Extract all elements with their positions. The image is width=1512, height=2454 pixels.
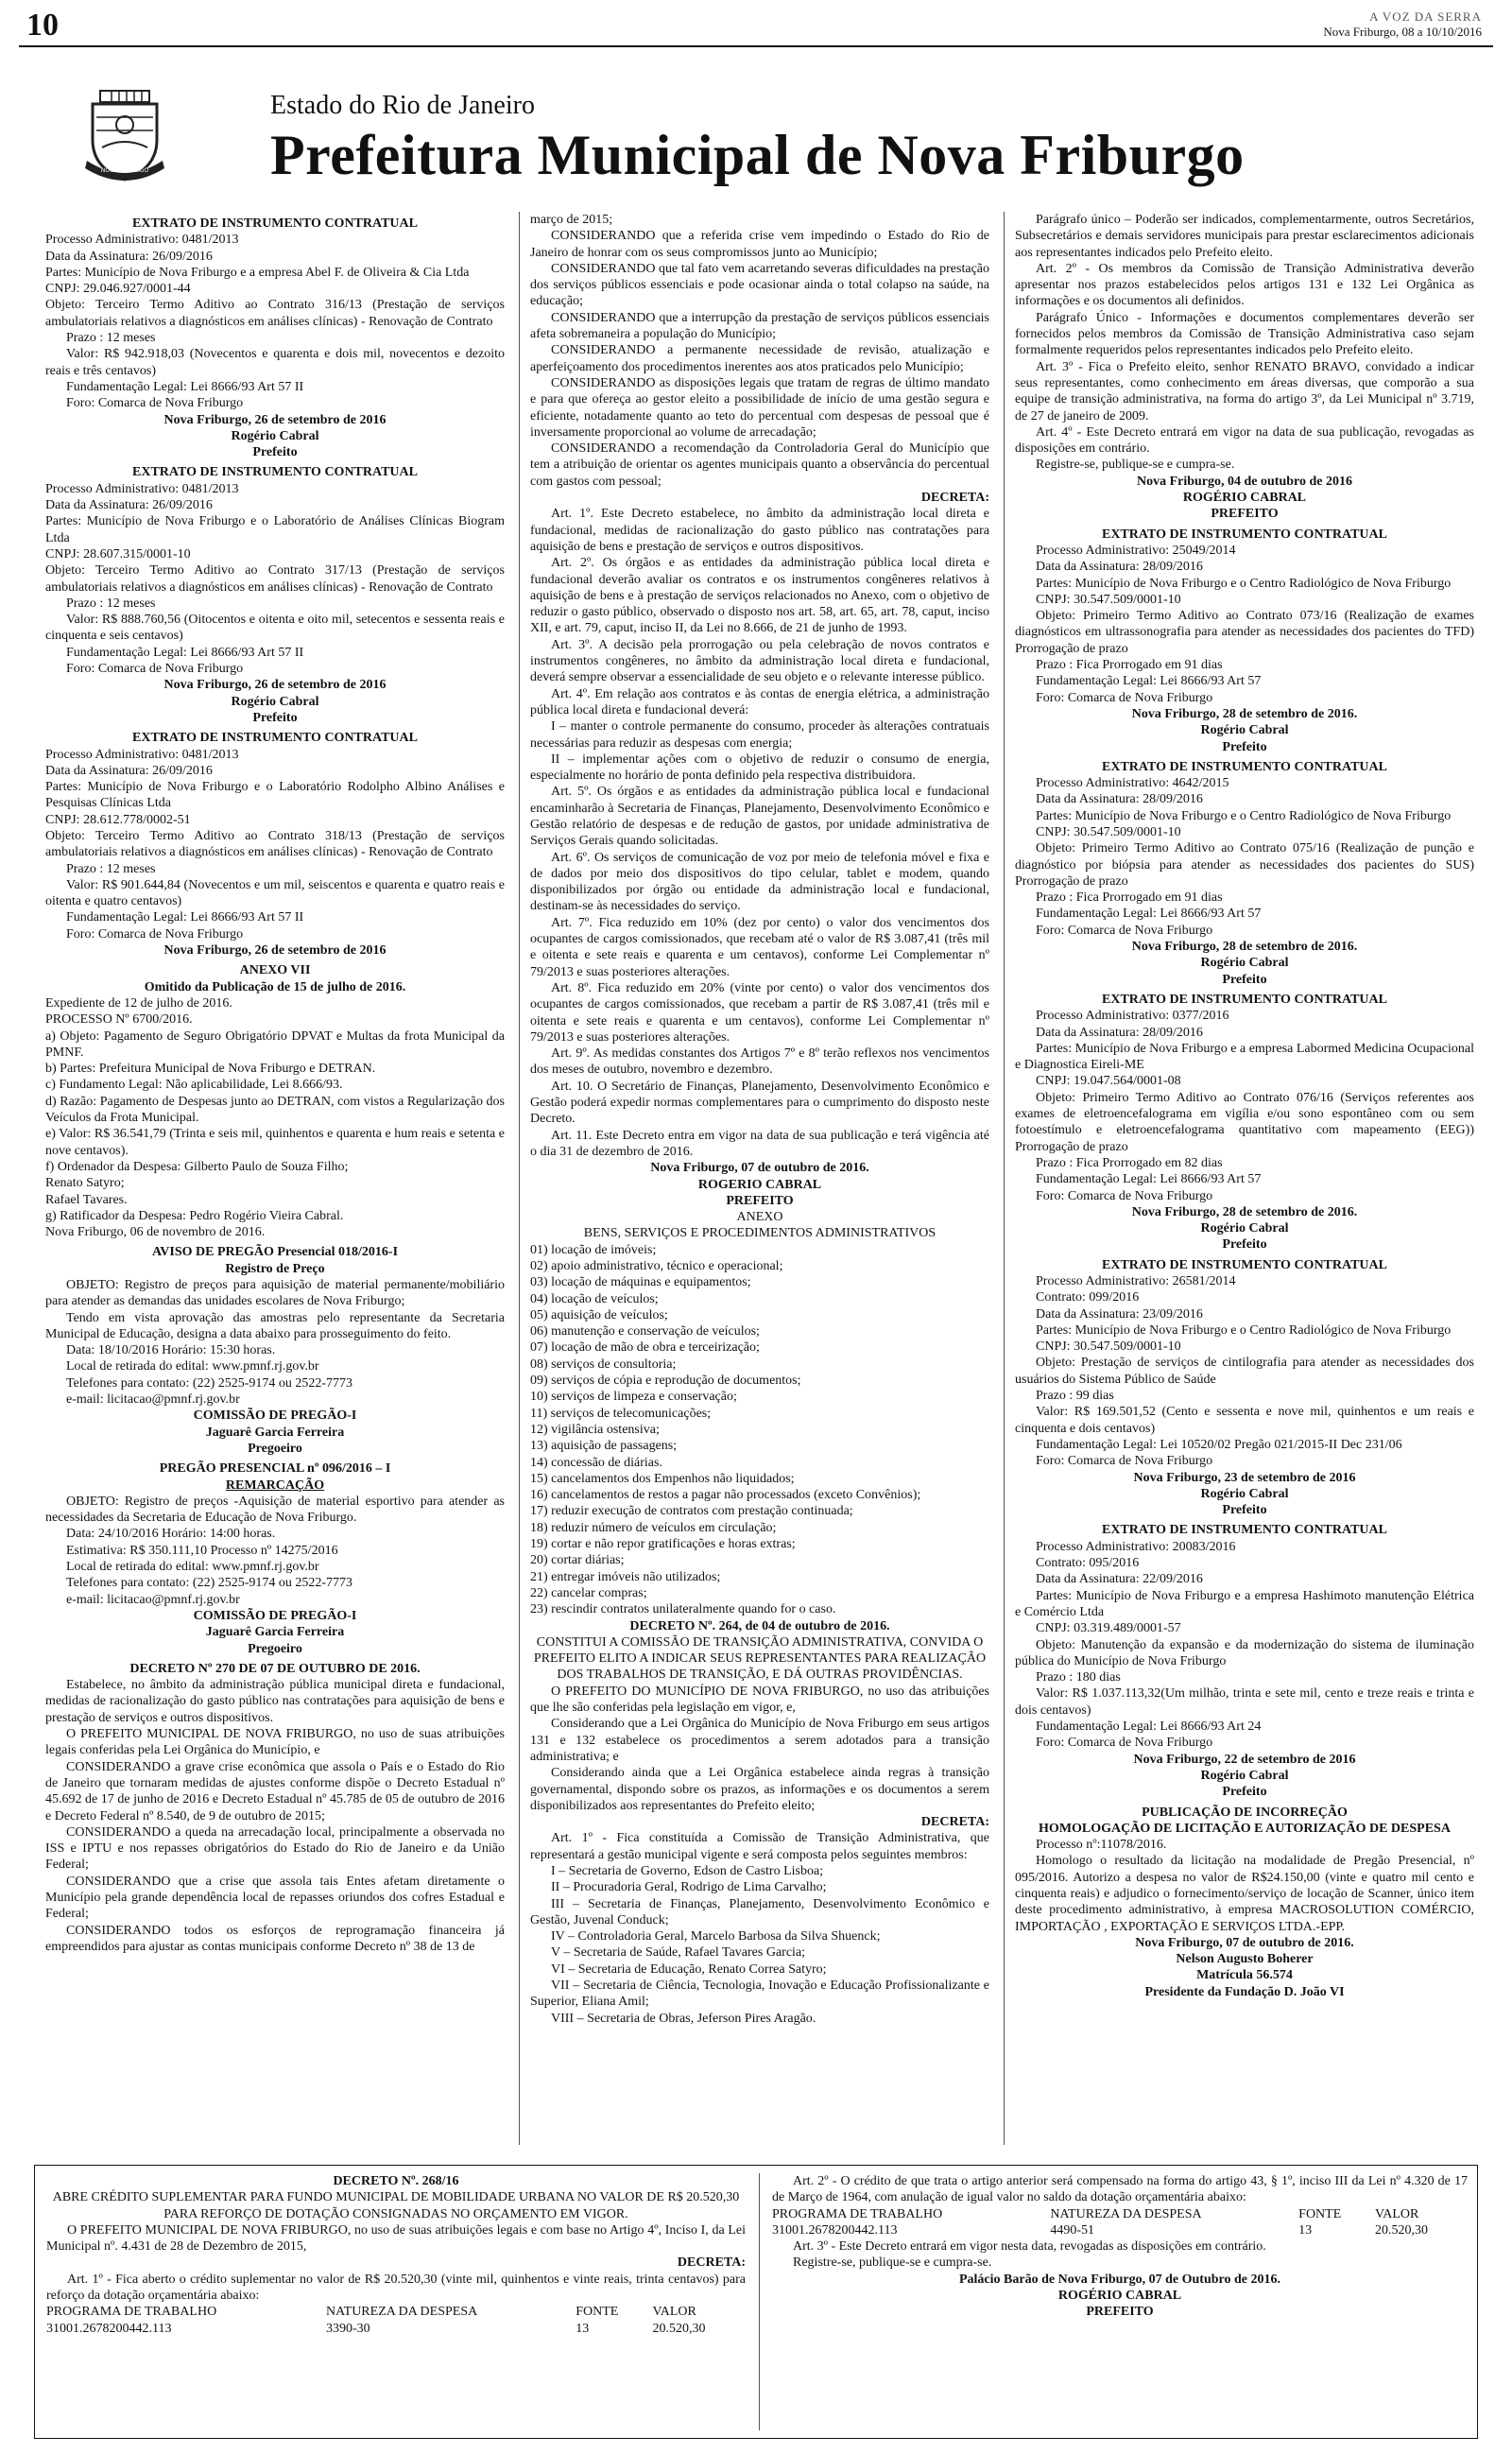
text-paragraph: Partes: Município de Nova Friburgo e o Laboratório Rodolpho Albino Análises e Pesquisas Clínicas Ltda [45,780,505,811]
text-paragraph: Foro: Comarca de Nova Friburgo [66,662,244,677]
text-paragraph: Valor: R$ 901.644,84 (Novecentos e um mil, seiscentos e quarenta e quatro reais e oitenta e quatro centavos) [45,877,505,909]
text-paragraph: d) Razão: Pagamento de Despesas junto ao DETRAN, com vistos a Regularização dos Veículos da Frota Municipal. [45,1094,505,1126]
heading-line: Rogério Cabral [231,694,319,709]
heading-line: Rogério Cabral [1200,1768,1289,1783]
heading-line: Prefeito [1222,1237,1267,1253]
text-paragraph: Telefones para contato: (22) 2525-9174 ou 2522-7773 [66,1576,353,1591]
text-paragraph: 12) vigilância ostensiva; [530,1422,660,1437]
heading-line: Rogério Cabral [1200,723,1289,738]
text-paragraph: CNPJ: 03.319.489/0001-57 [1036,1621,1181,1636]
text-paragraph: Prazo : 99 dias [1036,1389,1114,1404]
text-paragraph: CNPJ: 29.046.927/0001-44 [45,282,191,297]
table-cell: 4490-51 [1050,2222,1095,2238]
text-paragraph: CONSIDERANDO a recomendação da Controladoria Geral do Município que tem a atribuição de orientar os agentes municipais quanto a observância do percentual com gastos com pessoal; [530,441,989,489]
heading-line: Nova Friburgo, 26 de setembro de 2016 [163,678,387,693]
text-paragraph: Objeto: Terceiro Termo Aditivo ao Contrato 317/13 (Prestação de serviços ambulatoriais relativos a diagnósticos em análises clínicas) - Renovação de Contrato [45,563,505,595]
heading-line: Prefeito [252,710,298,725]
text-paragraph: 02) apoio administrativo, técnico e operacional; [530,1259,783,1273]
text-paragraph: I – manter o controle permanente do consumo, proceder às alterações contratuais necessárias para reduzir as despesas com energia; [530,719,989,751]
crest-ribbon-text: NOVA FRIBURGO [100,167,149,174]
text-paragraph: Partes: Município de Nova Friburgo e a empresa Hashimoto manutenção Elétrica e Comércio Ltda [1015,1588,1474,1619]
text-paragraph: CONSIDERANDO todos os esforços de reprogramação financeira já empreendidos para ajustar as contas municipais conforme Decreto nº 38 de 13 de [45,1923,505,1954]
text-paragraph: CONSIDERANDO as disposições legais que tratam de regras de último mandato e para que ofereça ao gestor eleito a possibilidade de início de uma gestão segura e eficiente, notadamente quanto ao teto do percentual com despesas de pessoal que é inversamente proporcional ao volume de arrecadação; [530,375,989,440]
column-divider [1004,212,1005,2145]
column-3 [1015,212,1474,2145]
text-paragraph: Data da Assinatura: 28/09/2016 [1036,1025,1203,1040]
text-paragraph: Estabelece, no âmbito da administração pública municipal direta e fundacional, medidas de racionalização do gasto público nas contratações para aquisição de bens e prestação de serviços e outros dispositivos. [45,1678,505,1725]
decree-268-right [772,2173,1468,2321]
text-paragraph: Processo Administrativo: 0481/2013 [45,481,239,496]
table-header-cell: VALOR [1374,2206,1419,2221]
table-header-cell: VALOR [652,2305,696,2320]
text-paragraph: Objeto: Primeiro Termo Aditivo ao Contrato 073/16 (Realização de exames diagnósticos em ultrassonografia para atender as necessidades dos pacientes do TFD) Prorrogação de prazo [1015,609,1474,656]
text-paragraph: OBJETO: Registro de preços -Aquisição de material esportivo para atender as necessidades da Secretaria de Educação de Nova Friburgo. [45,1494,505,1526]
heading-line: Nova Friburgo, 07 de outubro de 2016. [1135,1935,1354,1950]
text-paragraph: Prazo : 180 dias [1036,1670,1121,1685]
text-paragraph: Prazo : Fica Prorrogado em 82 dias [1036,1155,1223,1170]
text-paragraph: Contrato: 099/2016 [1036,1290,1140,1305]
text-paragraph: Art. 6º. Os serviços de comunicação de voz por meio de telefonia móvel e fixa e de dados por meio dos dispositivos do tipo celular, tablet e modem, quando disponibilizados por órgão ou entidade da administração local e fundacional, destinam-se às necessidades do serviço. [530,850,989,914]
text-paragraph: e-mail: licitacao@pmnf.rj.gov.br [66,1392,240,1408]
text-paragraph: Art. 7º. Fica reduzido em 10% (dez por cento) o valor dos vencimentos dos ocupantes de cargos comissionados, que recebam até o valor de R$ 3.087,41 (três mil e oitenta e sete reais e quarenta e um centavos), conforme Lei Complementar nº 79/2013 e suas posteriores alterações. [530,915,989,979]
text-paragraph: Expediente de 12 de julho de 2016. [45,995,232,1011]
heading-line: Prefeito [1222,972,1267,987]
text-paragraph: Art. 3º - Fica o Prefeito eleito, senhor RENATO BRAVO, convidado a indicar seus representantes, como conhecimento em áreas diversas, que comporão a sua equipe de transição administrativa, na forma do artigo 3º, da Lei Municipal nº 3.719, de 27 de janeiro de 2009. [1015,359,1474,423]
text-paragraph: 06) manutenção e conservação de veículos; [530,1324,760,1339]
heading-line: Nova Friburgo, 22 de setembro de 2016 [1133,1752,1356,1767]
text-paragraph: Partes: Município de Nova Friburgo e a empresa Labormed Medicina Ocupacional e Diagnostica Eireli-ME [1015,1041,1474,1073]
text-paragraph: 19) cortar e não repor gratificações e horas extras; [530,1537,796,1552]
heading-line: Prefeito [252,445,298,460]
text-paragraph: Data da Assinatura: 26/09/2016 [45,249,213,264]
text-paragraph: Valor: R$ 169.501,52 (Cento e sessenta e nove mil, quinhentos e um reais e cinquenta e dois centavos) [1015,1405,1474,1436]
heading-line: Rogério Cabral [1200,1486,1289,1501]
column-1 [45,212,505,2145]
text-paragraph: Data da Assinatura: 26/09/2016 [45,763,213,778]
heading-line: EXTRATO DE INSTRUMENTO CONTRATUAL [1102,527,1387,542]
text-paragraph: VI – Secretaria de Educação, Renato Correa Satyro; [551,1961,827,1977]
heading-line: Jaguarê Garcia Ferreira [205,1425,345,1440]
text-paragraph: Fundamentação Legal: Lei 8666/93 Art 24 [1036,1720,1262,1735]
text-paragraph: Art. 5º. Os órgãos e as entidades da administração pública local e fundacional encaminharão à Secretaria de Finanças, Planejamento, Desenvolvimento Econômico e Gestão relatório de despesas e de redução de gastos, por unidade administrativa de Serviços Gerais quando solicitadas. [530,785,989,849]
text-paragraph: CONSIDERANDO que a referida crise vem impedindo o Estado do Rio de Janeiro de honrar com os seus compromissos junto ao Município; [530,229,989,260]
text-paragraph: CNPJ: 30.547.509/0001-10 [1036,824,1181,839]
column-divider [519,212,520,2145]
text-paragraph: Processo Administrativo: 25049/2014 [1036,543,1236,558]
text-paragraph: Prazo : 12 meses [66,331,156,346]
heading-line: Nova Friburgo, 28 de setembro de 2016. [1131,706,1358,721]
text-paragraph: Renato Satyro; [45,1176,125,1191]
text-paragraph: CNPJ: 30.547.509/0001-10 [1036,1339,1181,1355]
heading-line: AVISO DE PREGÃO Presencial 018/2016-I [151,1245,399,1260]
text-paragraph: CONSIDERANDO que a interrupção da prestação de serviços públicos essenciais afeta sobremaneira a população do Município; [530,310,989,342]
text-paragraph: 05) aquisição de veículos; [530,1307,668,1322]
text-paragraph: Nova Friburgo, 06 de novembro de 2016. [45,1225,266,1240]
text-paragraph: 23) rescindir contratos unilateralmente quando for o caso. [530,1602,836,1617]
heading-line: Nova Friburgo, 28 de setembro de 2016. [1131,940,1358,955]
text-paragraph: Art. 10. O Secretário de Finanças, Planejamento, Desenvolvimento Econômico e Gestão poderá expedir normas complementares para o cumprimento do disposto neste Decreto. [530,1079,989,1127]
text-paragraph: CNPJ: 28.607.315/0001-10 [45,546,191,562]
text-paragraph: II – Procuradoria Geral, Rodrigo de Lima Carvalho; [551,1880,827,1895]
text-paragraph: Processo Administrativo: 0377/2016 [1036,1009,1229,1024]
text-paragraph: Processo nº:11078/2016. [1036,1838,1167,1853]
table-cell: 13 [576,2321,590,2336]
text-paragraph: Local de retirada do edital: www.pmnf.rj.gov.br [66,1560,319,1575]
heading-line: EXTRATO DE INSTRUMENTO CONTRATUAL [132,731,418,746]
text-paragraph: Foro: Comarca de Nova Friburgo [66,396,244,411]
text-paragraph: Considerando ainda que a Lei Orgânica estabelece ainda regras à transição governamental, dispondo sobre os prazos, as informações e os documentos a serem disponibilizados aos representantes do Prefeito eleito; [530,1766,989,1813]
box-divider [759,2173,760,2430]
text-paragraph: Parágrafo Único - Informações e documentos complementares deverão ser fornecidos pelos membros da Comissão de Transição Administrativa caso sejam formalmente requeridos pelos representantes indicados pelo Prefeito eleito. [1015,310,1474,358]
heading-line: Omitido da Publicação de 15 de julho de 2016. [144,979,406,994]
text-paragraph: b) Partes: Prefeitura Municipal de Nova Friburgo e DETRAN. [45,1062,376,1077]
text-paragraph: III – Secretaria de Finanças, Planejamento, Desenvolvimento Econômico e Gestão, Juvenal Conduck; [530,1896,989,1927]
text-paragraph: Partes: Município de Nova Friburgo e a empresa Abel F. de Oliveira & Cia Ltda [45,265,470,280]
text-paragraph: Tendo em vista aprovação das amostras pelo representante da Secretaria Municipal de Educação, designa a data abaixo para prosseguimento do feito. [45,1310,505,1341]
text-paragraph: OBJETO: Registro de preços para aquisição de material permanente/mobiliário para atender as demandas das unidades escolares de Nova Friburgo; [45,1278,505,1309]
text-paragraph: Objeto: Terceiro Termo Aditivo ao Contrato 316/13 (Prestação de serviços ambulatoriais relativos a diagnósticos em análises clínicas) - Renovação de Contrato [45,298,505,329]
page-header [19,8,1493,47]
text-paragraph: Valor: R$ 888.760,56 (Oitocentos e oitenta e oito mil, setecentos e sessenta reais e cinquenta e seis centavos) [45,613,505,644]
text-paragraph: Data da Assinatura: 23/09/2016 [1036,1306,1203,1322]
text-paragraph: CNPJ: 30.547.509/0001-10 [1036,592,1181,607]
text-paragraph: CONSIDERANDO a permanente necessidade de revisão, atualização e aperfeiçoamento dos procedimentos inerentes aos atos praticados pelo Município; [530,343,989,374]
text-paragraph: g) Ratificador da Despesa: Pedro Rogério Vieira Cabral. [45,1208,344,1223]
text-paragraph: Local de retirada do edital: www.pmnf.rj.gov.br [66,1359,319,1374]
text-paragraph: CONSIDERANDO a queda na arrecadação local, principalmente a observada no ISS e IPTU e nos repasses obrigatórios do Estado do Rio de Janeiro e da União Federal; [45,1824,505,1873]
text-paragraph: CONSIDERANDO que a crise que assola tais Entes afetam diretamente o Município pela grande dependência local de repasses oriundos dos cofres Estadual e Federal; [45,1874,505,1922]
table-header-cell: NATUREZA DA DESPESA [325,2305,478,2320]
decree-268-left [46,2173,746,2337]
text-paragraph: IV – Controladoria Geral, Marcelo Barbosa da Silva Shuenck; [551,1929,881,1944]
text-paragraph: 20) cortar diárias; [530,1553,625,1568]
heading-line: HOMOLOGAÇÃO DE LICITAÇÃO E AUTORIZAÇÃO DE DESPESA [1039,1821,1451,1836]
heading-line: Presidente da Fundação D. João VI [1144,1984,1345,1999]
heading-line: Nelson Augusto Boherer [1176,1952,1314,1967]
text-paragraph: Foro: Comarca de Nova Friburgo [1036,690,1213,705]
text-paragraph: Objeto: Prestação de serviços de cintilografia para atender as necessidades dos usuários do Sistema Público de Saúde [1015,1356,1474,1387]
heading-line: EXTRATO DE INSTRUMENTO CONTRATUAL [1102,1523,1387,1538]
paper-name: A VOZ DA SERRA [1369,9,1482,24]
page-number: 10 [26,8,59,43]
heading-line: REMARCAÇÃO [225,1478,325,1493]
text-paragraph: e) Valor: R$ 36.541,79 (Trinta e seis mil, quinhentos e quarenta e hum reais e setenta e nove centavos). [45,1127,505,1158]
text-paragraph: Foro: Comarca de Nova Friburgo [1036,1736,1213,1751]
article-columns [45,212,1474,2145]
heading-line: Pregoeiro [248,1641,302,1656]
heading-line: EXTRATO DE INSTRUMENTO CONTRATUAL [1102,992,1387,1007]
table-header-cell: FONTE [576,2305,619,2320]
table-cell: 31001.2678200442.113 [772,2222,898,2238]
heading-line: PREFEITO [726,1193,794,1208]
text-paragraph: 07) locação de mão de obra e terceirização; [530,1340,760,1356]
text-paragraph: Objeto: Terceiro Termo Aditivo ao Contrato 318/13 (Prestação de serviços ambulatoriais relativos a diagnósticos em análises clínicas) - Renovação de Contrato [45,828,505,860]
text-paragraph: 16) cancelamentos de restos a pagar não processados (exceto Convênios); [530,1488,921,1503]
text-paragraph: Partes: Município de Nova Friburgo e o Laboratório de Análises Clínicas Biogram Ltda [45,514,505,545]
text-paragraph: CONSIDERANDO a grave crise econômica que assola o País e o Estado do Rio de Janeiro que tornaram medidas de ajustes conforme dispõe o Decreto Estadual nº 45.692 de 17 de junho de 2016 e Decreto Estadual nº 45.785 de 05 de outubro de 2016 e Decreto Federal nº 8.540, de 9 de outubro de 2015; [45,1759,505,1823]
text-paragraph: Rafael Tavares. [45,1192,128,1207]
text-paragraph: Art. 3º. A decisão pela prorrogação ou pela celebração de novos contratos e instrumentos congêneres, no âmbito da administração local direta e fundacional, deverá sempre observar a essencialidade de seu objeto e o relevante interesse público. [530,637,989,685]
text-paragraph: 22) cancelar compras; [530,1585,647,1600]
masthead-title: Prefeitura Municipal de Nova Friburgo [270,124,1245,186]
text-paragraph: BENS, SERVIÇOS E PROCEDIMENTOS ADMINISTRATIVOS [583,1226,936,1241]
text-paragraph: I – Secretaria de Governo, Edson de Castro Lisboa; [551,1863,824,1878]
text-paragraph: c) Fundamento Legal: Não aplicabilidade, Lei 8.666/93. [45,1078,343,1093]
column-2 [530,212,989,2145]
heading-line: PREFEITO [1086,2305,1154,2320]
heading-line: Pregoeiro [248,1441,302,1456]
heading-line: Registro de Preço [225,1261,325,1276]
text-paragraph: Art. 3º - Este Decreto entrará em vigor nesta data, revogadas as disposições em contrário. [793,2239,1266,2255]
table-cell: 20.520,30 [652,2321,706,2336]
text-paragraph: ANEXO [736,1210,783,1225]
text-paragraph: Data da Assinatura: 28/09/2016 [1036,560,1203,575]
text-paragraph: PROCESSO Nº 6700/2016. [45,1012,193,1028]
text-paragraph: 21) entregar imóveis não utilizados; [530,1569,721,1584]
heading-line: DECRETO Nº. 264, de 04 de outubro de 2016. [629,1618,890,1633]
text-paragraph: Valor: R$ 942.918,03 (Novecentos e quarenta e dois mil, novecentos e dezoito reais e três centavos) [45,347,505,378]
heading-line: Nova Friburgo, 04 de outubro de 2016 [1136,474,1353,489]
text-paragraph: Foro: Comarca de Nova Friburgo [1036,1454,1213,1469]
text-paragraph: Art. 2º. Os órgãos e as entidades da administração pública local direta e fundacional deverão avaliar os contratos e os instrumentos congêneres relativos à aquisição de bens e à prestação de serviços relacionados no Anexo, com o objetivo de reduzir o gasto público, observado o disposto nos art. 58, art. 65, art. 78, caput, inciso XII, e art. 79, caput, inciso II, da Lei no 8.666, de 21 de junho de 1993. [530,556,989,636]
text-paragraph: Data da Assinatura: 28/09/2016 [1036,792,1203,807]
text-paragraph: Art. 11. Este Decreto entra em vigor na data de sua publicação e terá vigência até o dia 31 de dezembro de 2016. [530,1128,989,1159]
text-paragraph: Prazo : Fica Prorrogado em 91 dias [1036,658,1223,673]
heading-line: ANEXO VII [239,963,311,978]
text-paragraph: Registre-se, publique-se e cumpra-se. [1036,458,1235,473]
text-paragraph: Homologo o resultado da licitação na modalidade de Pregão Presencial, nº 095/2016. Autorizo a despesa no valor de R$24.150,00 (vinte e quatro mil cento e cinquenta reais) e adjudico o fornecimento/serviço de locação de Scanner, único item deste procedimento administrativo, à empresa MACROSOLUTION COMÉRCIO, IMPORTAÇÃO , EXPORTAÇÃO E SERVIÇOS LTDA.-EPP. [1015,1854,1474,1934]
text-paragraph: Objeto: Primeiro Termo Aditivo ao Contrato 075/16 (Realização de punção e diagnóstico por biópsia para atender as necessidades dos pacientes do SUS) Prorrogação de prazo [1015,841,1474,889]
heading-line: Prefeito [1222,1503,1267,1518]
text-paragraph: II – implementar ações com o objetivo de reduzir o consumo de energia, especialmente no horário de ponta definido pela respectiva distribuidora. [530,752,989,784]
text-paragraph: 11) serviços de telecomunicações; [530,1406,712,1421]
heading-line: Rogério Cabral [1200,956,1289,971]
paper-info [1323,9,1482,40]
heading-line: DECRETO Nº. 268/16 [333,2174,459,2188]
text-paragraph: Data da Assinatura: 26/09/2016 [45,498,213,513]
table-header-cell: PROGRAMA DE TRABALHO [772,2206,943,2221]
budget-table-annulment [772,2206,1468,2239]
table-cell: 20.520,30 [1374,2222,1428,2238]
heading-line: Jaguarê Garcia Ferreira [205,1625,345,1640]
heading-line: Nova Friburgo, 26 de setembro de 2016 [163,412,387,427]
text-paragraph: Fundamentação Legal: Lei 8666/93 Art 57 [1036,674,1262,689]
text-paragraph: Objeto: Primeiro Termo Aditivo ao Contrato 076/16 (Serviços referentes aos exames de eletroencefalograma em vigília e/ou sono espontâneo com ou sem fotoestímulo e eletroencefalograma quantitativo com mapeamento (EEG)) Prorrogação de prazo [1015,1090,1474,1154]
text-paragraph: VIII – Secretaria de Obras, Jeferson Pires Aragão. [551,2011,816,2026]
heading-line: Rogério Cabral [231,428,319,443]
heading-line: ROGERIO CABRAL [697,1177,822,1192]
text-paragraph: Fundamentação Legal: Lei 8666/93 Art 57 II [66,379,304,394]
text-paragraph: Fundamentação Legal: Lei 8666/93 Art 57 [1036,907,1262,922]
table-header-cell: PROGRAMA DE TRABALHO [46,2305,217,2320]
text-paragraph: V – Secretaria de Saúde, Rafael Tavares Garcia; [551,1945,806,1961]
text-paragraph: Fundamentação Legal: Lei 8666/93 Art 57 II [66,910,304,925]
text-paragraph: Art. 1º. Este Decreto estabelece, no âmbito da administração local direta e fundacional, medidas de racionalização do gasto público nas contratações para aquisição de bens e prestação de serviços e outros dispositivos. [530,507,989,554]
text-paragraph: Art. 2º - Os membros da Comissão de Transição Administrativa deverão apresentar nos prazos estabelecidos pelos artigos 131 e 132 Lei Orgânica as informações e os documentos ali definidos. [1015,261,1474,309]
table-header-cell: NATUREZA DA DESPESA [1050,2206,1202,2221]
text-paragraph: Art. 4º - Este Decreto entrará em vigor na data de sua publicação, revogadas as disposições em contrário. [1015,424,1474,457]
text-paragraph: 03) locação de máquinas e equipamentos; [530,1275,751,1290]
text-paragraph: Considerando que a Lei Orgânica do Município de Nova Friburgo em seus artigos 131 e 132 estabelece os procedimentos a serem adotados para a transição administrativa; e [530,1717,989,1764]
text-paragraph: Processo Administrativo: 4642/2015 [1036,776,1229,791]
text-paragraph: O PREFEITO MUNICIPAL DE NOVA FRIBURGO, no uso de suas atribuições legais conferidas pela Lei Orgânica do Município, e [45,1727,505,1758]
table-header-cell: FONTE [1298,2206,1342,2221]
text-paragraph: Registre-se, publique-se e cumpra-se. [793,2255,992,2271]
text-paragraph: Art. 1º - Fica aberto o crédito suplementar no valor de R$ 20.520,30 (vinte mil, quinhentos e vinte reais, trinta centavos) para reforço da dotação orçamentária abaixo: [46,2272,746,2304]
text-paragraph: CNPJ: 19.047.564/0001-08 [1036,1074,1181,1089]
text-paragraph: Fundamentação Legal: Lei 8666/93 Art 57 II [66,645,304,660]
text-paragraph: 15) cancelamentos dos Empenhos não liquidados; [530,1471,795,1486]
text-paragraph: Art. 2º - O crédito de que trata o artigo anterior será compensado na forma do artigo 43, § 1º, inciso III da Lei nº 4.320 de 17 de Março de 1964, com anulação de igual valor no saldo da dotação orçamentária abaixo: [772,2174,1468,2205]
city-crest-icon [83,89,166,183]
text-paragraph: 01) locação de imóveis; [530,1242,657,1257]
text-paragraph: Foro: Comarca de Nova Friburgo [1036,1188,1213,1203]
text-paragraph: Data: 18/10/2016 Horário: 15:30 horas. [66,1343,276,1358]
heading-line: COMISSÃO DE PREGÃO-I [193,1608,357,1623]
text-paragraph: ABRE CRÉDITO SUPLEMENTAR PARA FUNDO MUNICIPAL DE MOBILIDADE URBANA NO VALOR DE R$ 20.520,30 PARA REFORÇO DE DOTAÇÃO CONSIGNADAS NO ORÇAMENTO EM VIGOR. [52,2190,740,2221]
decree-268-box [34,2165,1478,2439]
heading-line: EXTRATO DE INSTRUMENTO CONTRATUAL [1102,1257,1387,1272]
heading-line: PREFEITO [1211,507,1279,522]
text-paragraph: Prazo : Fica Prorrogado em 91 dias [1036,890,1223,906]
text-paragraph: CONSIDERANDO que tal fato vem acarretando severas dificuldades na prestação dos serviços públicos essenciais e pode ocasionar ainda o total colapso na saúde, na educação; [530,261,989,309]
text-paragraph: Partes: Município de Nova Friburgo e o Centro Radiológico de Nova Friburgo [1036,576,1452,591]
text-paragraph: Data da Assinatura: 22/09/2016 [1036,1572,1203,1587]
heading-line: Nova Friburgo, 07 de outubro de 2016. [650,1161,869,1176]
text-paragraph: 08) serviços de consultoria; [530,1357,677,1372]
text-paragraph: Art. 9º. As medidas constantes dos Artigos 7º e 8º terão reflexos nos vencimentos dos meses de outubro, novembro e dezembro. [530,1046,989,1078]
text-paragraph: 13) aquisição de passagens; [530,1439,678,1454]
text-paragraph: a) Objeto: Pagamento de Seguro Obrigatório DPVAT e Multas da frota Municipal da PMNF. [45,1028,505,1060]
heading-line: DECRETA: [920,491,989,506]
text-paragraph: Processo Administrativo: 26581/2014 [1036,1274,1236,1288]
text-paragraph: Valor: R$ 1.037.113,32(Um milhão, trinta e sete mil, cento e treze reais e trinta e dois centavos) [1015,1686,1474,1718]
state-name: Estado do Rio de Janeiro [270,91,535,120]
text-paragraph: Parágrafo único – Poderão ser indicados, complementarmente, outros Secretários, Subsecretários e demais servidores municipais para prestar esclarecimentos adicionais aos representantes indicados pelo Prefeito eleito. [1015,213,1474,260]
heading-line: EXTRATO DE INSTRUMENTO CONTRATUAL [132,216,418,231]
text-paragraph: f) Ordenador da Despesa: Gilberto Paulo de Souza Filho; [45,1159,349,1174]
heading-line: Rogério Cabral [1200,1221,1289,1236]
text-paragraph: O PREFEITO DO MUNICÍPIO DE NOVA FRIBURGO, no uso das atribuições que lhe são conferidas pela legislação em vigor, e, [530,1684,989,1716]
text-paragraph: Data: 24/10/2016 Horário: 14:00 horas. [66,1527,276,1542]
table-cell: 3390-30 [325,2321,370,2336]
text-paragraph: 10) serviços de limpeza e conservação; [530,1390,737,1405]
text-paragraph: Fundamentação Legal: Lei 10520/02 Pregão 021/2015-II Dec 231/06 [1036,1437,1402,1452]
text-paragraph: 18) reduzir número de veículos em circulação; [530,1520,777,1535]
table-cell: 13 [1298,2222,1313,2238]
heading-line: DECRETA: [677,2255,746,2271]
text-paragraph: Processo Administrativo: 20083/2016 [1036,1539,1236,1554]
text-paragraph: Contrato: 095/2016 [1036,1556,1140,1571]
heading-line: EXTRATO DE INSTRUMENTO CONTRATUAL [132,465,418,480]
heading-line: Nova Friburgo, 28 de setembro de 2016. [1131,1204,1358,1219]
text-paragraph: VII – Secretaria de Ciência, Tecnologia, Inovação e Educação Profissionalizante e Superior, Eliana Amil; [530,1979,989,2010]
heading-line: DECRETA: [920,1815,989,1830]
heading-line: ROGÉRIO CABRAL [1057,2289,1182,2304]
text-paragraph: O PREFEITO MUNICIPAL DE NOVA FRIBURGO, no uso de suas atribuições legais e com base no Artigo 4º, Inciso I, da Lei Municipal nº. 4.431 de 28 de Dezembro de 2015, [46,2222,746,2255]
heading-line: Prefeito [1222,1785,1267,1800]
text-paragraph: Objeto: Manutenção da expansão e da modernização do sistema de iluminação pública do Município de Nova Friburgo [1015,1637,1474,1668]
text-paragraph: Art. 8º. Fica reduzido em 20% (vinte por cento) o valor dos vencimentos dos ocupantes de cargos comissionados, que recebam a partir de R$ 3.087,41 (três mil e oitenta e sete reais e quarenta e um centavos), conforme Lei Complementar nº 79/2013 e suas posteriores alterações. [530,980,989,1045]
masthead [100,85,1408,189]
heading-line: Palácio Barão de Nova Friburgo, 07 de Outubro de 2016. [958,2272,1281,2287]
heading-line: Matrícula 56.574 [1196,1968,1293,1983]
heading-line: DECRETO Nº 270 DE 07 DE OUTUBRO DE 2016. [129,1661,421,1676]
text-paragraph: CONSTITUI A COMISSÃO DE TRANSIÇÃO ADMINISTRATIVA, CONVIDA O PREFEITO ELITO A INDICAR SEUS REPRESENTANTES PARA REALIZAÇÃO DOS TRABALHOS DE TRANSIÇÃO, E DÁ OUTRAS PROVIDÊNCIAS. [533,1634,987,1683]
text-paragraph: Prazo : 12 meses [66,861,156,876]
text-paragraph: 04) locação de veículos; [530,1291,659,1306]
text-paragraph: Art. 4º. Em relação aos contratos e às contas de energia elétrica, a administração pública local direta e fundacional deverá: [530,686,989,717]
text-paragraph: Foro: Comarca de Nova Friburgo [66,926,244,942]
text-paragraph: Fundamentação Legal: Lei 8666/93 Art 57 [1036,1172,1262,1187]
text-paragraph: 14) concessão de diárias. [530,1455,662,1470]
heading-line: Nova Friburgo, 26 de setembro de 2016 [163,943,387,959]
text-paragraph: Partes: Município de Nova Friburgo e o Centro Radiológico de Nova Friburgo [1036,1322,1452,1338]
heading-line: Nova Friburgo, 23 de setembro de 2016 [1133,1470,1356,1485]
text-paragraph: e-mail: licitacao@pmnf.rj.gov.br [66,1592,240,1607]
text-paragraph: Processo Administrativo: 0481/2013 [45,233,239,248]
text-paragraph: CNPJ: 28.612.778/0002-51 [45,812,191,827]
text-paragraph: Estimativa: R$ 350.111,10 Processo nº 14275/2016 [66,1543,338,1558]
heading-line: Prefeito [1222,739,1267,754]
text-paragraph: Processo Administrativo: 0481/2013 [45,747,239,762]
text-paragraph: 17) reduzir execução de contratos com prestação continuada; [530,1504,853,1519]
heading-line: EXTRATO DE INSTRUMENTO CONTRATUAL [1102,759,1387,774]
heading-line: COMISSÃO DE PREGÃO-I [193,1408,357,1424]
budget-table-credit [46,2304,746,2337]
text-paragraph: Telefones para contato: (22) 2525-9174 ou 2522-7773 [66,1375,353,1391]
text-paragraph: Partes: Município de Nova Friburgo e o Centro Radiológico de Nova Friburgo [1036,808,1452,823]
text-paragraph: Foro: Comarca de Nova Friburgo [1036,923,1213,938]
heading-line: ROGÉRIO CABRAL [1182,491,1307,506]
heading-line: PUBLICAÇÃO DE INCORREÇÃO [1142,1805,1348,1820]
table-cell: 31001.2678200442.113 [46,2321,172,2336]
text-paragraph: Art. 1º - Fica constituída a Comissão de Transição Administrativa, que representará a gestão municipal vigente e será composta pelos seguintes membros: [530,1831,989,1862]
text-paragraph: 09) serviços de cópia e reprodução de documentos; [530,1374,801,1389]
text-paragraph: março de 2015; [530,213,613,227]
heading-line: PREGÃO PRESENCIAL nº 096/2016 – I [159,1461,391,1477]
issue-date: Nova Friburgo, 08 a 10/10/2016 [1323,25,1482,39]
text-paragraph: Prazo : 12 meses [66,596,156,611]
